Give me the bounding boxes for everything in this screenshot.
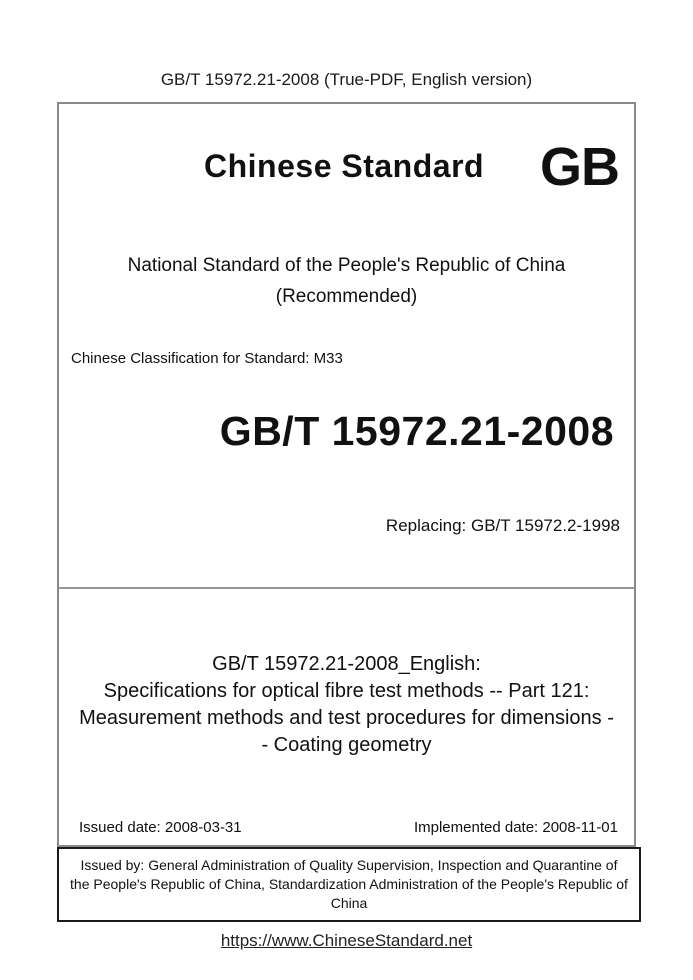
- footer-link[interactable]: https://www.ChineseStandard.net: [220, 931, 473, 950]
- title-line: Specifications for optical fibre test methods -- Part 121:: [103, 680, 590, 702]
- cover-box: [57, 102, 636, 847]
- classification-label: Chinese Classification for Standard: M33: [71, 350, 343, 367]
- gb-logo: GB: [540, 137, 619, 197]
- issuer-line: Issued by: General Administration of Quality Supervision, Inspection and Quarantine of: [80, 857, 618, 873]
- issuer-line: the People's Republic of China, Standardization Administration of the People's Republic of: [70, 876, 628, 892]
- national-standard-block: [59, 250, 634, 312]
- issuer-line: China: [330, 895, 368, 911]
- replacing-label: Replacing: GB/T 15972.2-1998: [385, 516, 620, 535]
- issuer-box: [57, 847, 641, 922]
- cover-top-section: [59, 136, 634, 589]
- national-standard-line: National Standard of the People's Republic of China: [127, 255, 566, 276]
- title-line: Measurement methods and test procedures for dimensions -: [79, 707, 614, 729]
- recommended-line: (Recommended): [275, 286, 418, 307]
- page-header: GB/T 15972.21-2008 (True-PDF, English version): [160, 70, 533, 89]
- footer: [0, 931, 693, 951]
- issued-date-label: Issued date: 2008-03-31: [79, 819, 242, 836]
- brand-title: Chinese Standard: [204, 148, 485, 184]
- brand-row: [59, 136, 634, 198]
- dates-row: [59, 819, 634, 837]
- title-line: - Coating geometry: [261, 734, 432, 756]
- standard-number: GB/T 15972.21-2008: [219, 408, 614, 454]
- cover-bottom-section: [59, 589, 634, 845]
- title-block: [59, 651, 634, 759]
- implemented-date-label: Implemented date: 2008-11-01: [413, 819, 618, 836]
- title-line: GB/T 15972.21-2008_English:: [212, 653, 481, 675]
